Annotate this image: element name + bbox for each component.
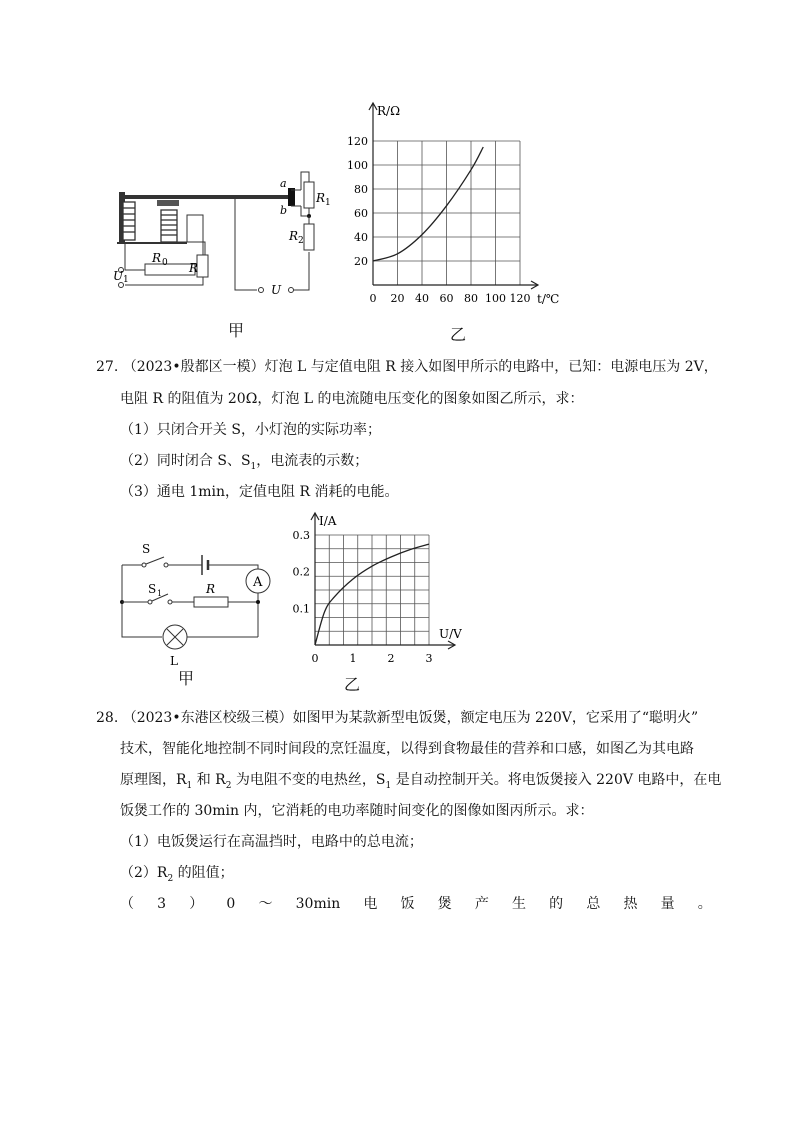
x-tick-label: 0 — [369, 292, 377, 305]
label-l: L — [170, 654, 178, 668]
q28-sub3-part: ） — [189, 896, 204, 912]
y-tick-label: 80 — [354, 183, 368, 196]
y-tick-label: 0.2 — [292, 565, 310, 579]
x-tick-label: 100 — [485, 292, 506, 305]
y-tick-label: 60 — [354, 207, 368, 220]
label-u1: U — [113, 269, 124, 283]
y-tick-label: 20 — [354, 255, 368, 268]
svg-text:0: 0 — [162, 258, 168, 268]
label-s1: S — [148, 582, 157, 596]
fig26-chart-yi — [335, 92, 575, 314]
q28-sub3-part: 。 — [697, 896, 712, 912]
label-u: U — [271, 283, 282, 297]
x-tick-label: 80 — [464, 292, 478, 305]
q27-sub1: （1）只闭合开关 S，小灯泡的实际功率； — [120, 422, 381, 438]
svg-text:2: 2 — [298, 236, 304, 246]
x-tick-label: 0 — [311, 652, 319, 665]
label-b: b — [280, 204, 288, 217]
q28-sub3-part: 量 — [660, 896, 675, 912]
y-axis-label: R/Ω — [377, 104, 401, 118]
x-axis-label: U/V — [439, 627, 462, 641]
q28-sub3-part: 生 — [512, 896, 526, 912]
resistor-r2 — [304, 224, 314, 250]
label-r: R — [189, 261, 199, 275]
svg-text:1: 1 — [325, 198, 331, 208]
fig26-circuit-jia — [105, 160, 330, 300]
q27-sub3: （3）通电 1min，定值电阻 R 消耗的电能。 — [120, 484, 399, 500]
q28-sub3-part: 的 — [549, 896, 564, 912]
q28-line2: 技术，智能化地控制不同时间段的烹饪温度，以得到食物最佳的营养和口感，如图乙为其电路 — [120, 741, 694, 757]
q28-sub1: （1）电饭煲运行在高温挡时，电路中的总电流； — [120, 834, 423, 850]
resistor-r — [194, 597, 228, 607]
resistor-r0 — [145, 264, 195, 275]
q28-sub3-part: （ — [120, 896, 134, 912]
q28-sub2: $(2)R_2$ 的阻值； — [120, 865, 234, 884]
x-tick-label: 60 — [439, 292, 454, 305]
q28-sub3-part: 电 — [363, 896, 378, 912]
x-tick-label: 2 — [387, 652, 395, 665]
x-tick-label: 120 — [509, 292, 531, 305]
q28-line1: 28. （2023•东港区校级三模）如图甲为某款新型电饭煲，额定电压为 220V，它采用了“聪明火” — [96, 710, 699, 726]
x-tick-label: 3 — [425, 652, 433, 665]
fig27-chart-yi — [288, 508, 463, 668]
y-tick-label: 40 — [354, 231, 368, 244]
q27-sub2: （2）同时闭合 S、$S_1$，电流表的示数； — [120, 453, 369, 472]
resistor-r — [197, 255, 208, 277]
label-a: a — [280, 177, 287, 190]
q28-line4: 饭煲工作的 30min 内，它消耗的电功率随时间变化的图像如图丙所示。求： — [120, 803, 594, 819]
resistor-r1 — [304, 182, 314, 208]
svg-text:A: A — [253, 575, 263, 590]
svg-text:1: 1 — [157, 589, 163, 598]
y-tick-label: 0.3 — [292, 529, 310, 542]
q28-sub3-part: 总 — [586, 896, 601, 912]
coil-right — [161, 210, 177, 242]
armature — [157, 200, 179, 206]
q28-sub3 — [120, 895, 712, 913]
q27-line1: 27. （2023•殷都区一模）灯泡 L 与定值电阻 R 接入如图甲所示的电路中，已知：电源电压为 2V， — [96, 359, 718, 375]
label-r2: R — [289, 229, 299, 243]
q28-sub3-part: 产 — [474, 896, 489, 912]
label-r: R — [206, 582, 216, 596]
label-r1: R — [316, 191, 326, 205]
q28-sub3-part: 30min — [295, 896, 341, 912]
x-tick-label: 20 — [390, 292, 405, 305]
series-curve — [373, 147, 483, 261]
svg-text:1: 1 — [123, 275, 129, 285]
contact-block — [288, 188, 295, 206]
label-r0: R — [152, 251, 162, 265]
q28-sub3-part: 3 — [157, 896, 167, 912]
coil-left — [123, 202, 135, 240]
q27-line2: 电阻 R 的阻值为 20Ω，灯泡 L 的电流随电压变化的图象如图乙所示，求： — [120, 391, 584, 407]
q28-line3: 原理图，$R_1$ 和 $R_2$ 为电阻不变的电热丝，$S_1$ 是自动控制开关。将电饭煲接入 220V 电路中，在电 — [120, 772, 722, 791]
y-tick-label: 120 — [347, 135, 368, 148]
x-tick-label: 1 — [349, 652, 357, 665]
label-s: S — [142, 542, 151, 556]
y-tick-label: 100 — [347, 159, 368, 172]
q28-sub3-part: 饭 — [400, 896, 415, 912]
lever-arm — [121, 195, 291, 199]
y-axis-label: I/A — [319, 514, 337, 528]
q28-sub3-part: ～ — [258, 896, 273, 912]
q28-sub3-part: 0 — [226, 896, 236, 912]
fig27-caption-yi: 乙 — [344, 675, 361, 694]
fig27-caption-jia: 甲 — [178, 669, 195, 688]
y-tick-label: 0.1 — [292, 602, 310, 616]
fig26-caption-yi: 乙 — [450, 325, 467, 344]
q28-sub3-part: 热 — [623, 896, 638, 912]
fig27-circuit-jia — [112, 535, 282, 670]
fig26-caption-jia: 甲 — [228, 321, 245, 340]
x-axis-label: t/℃ — [537, 292, 560, 306]
q28-sub3-part: 煲 — [437, 896, 452, 912]
x-tick-label: 40 — [415, 292, 429, 305]
